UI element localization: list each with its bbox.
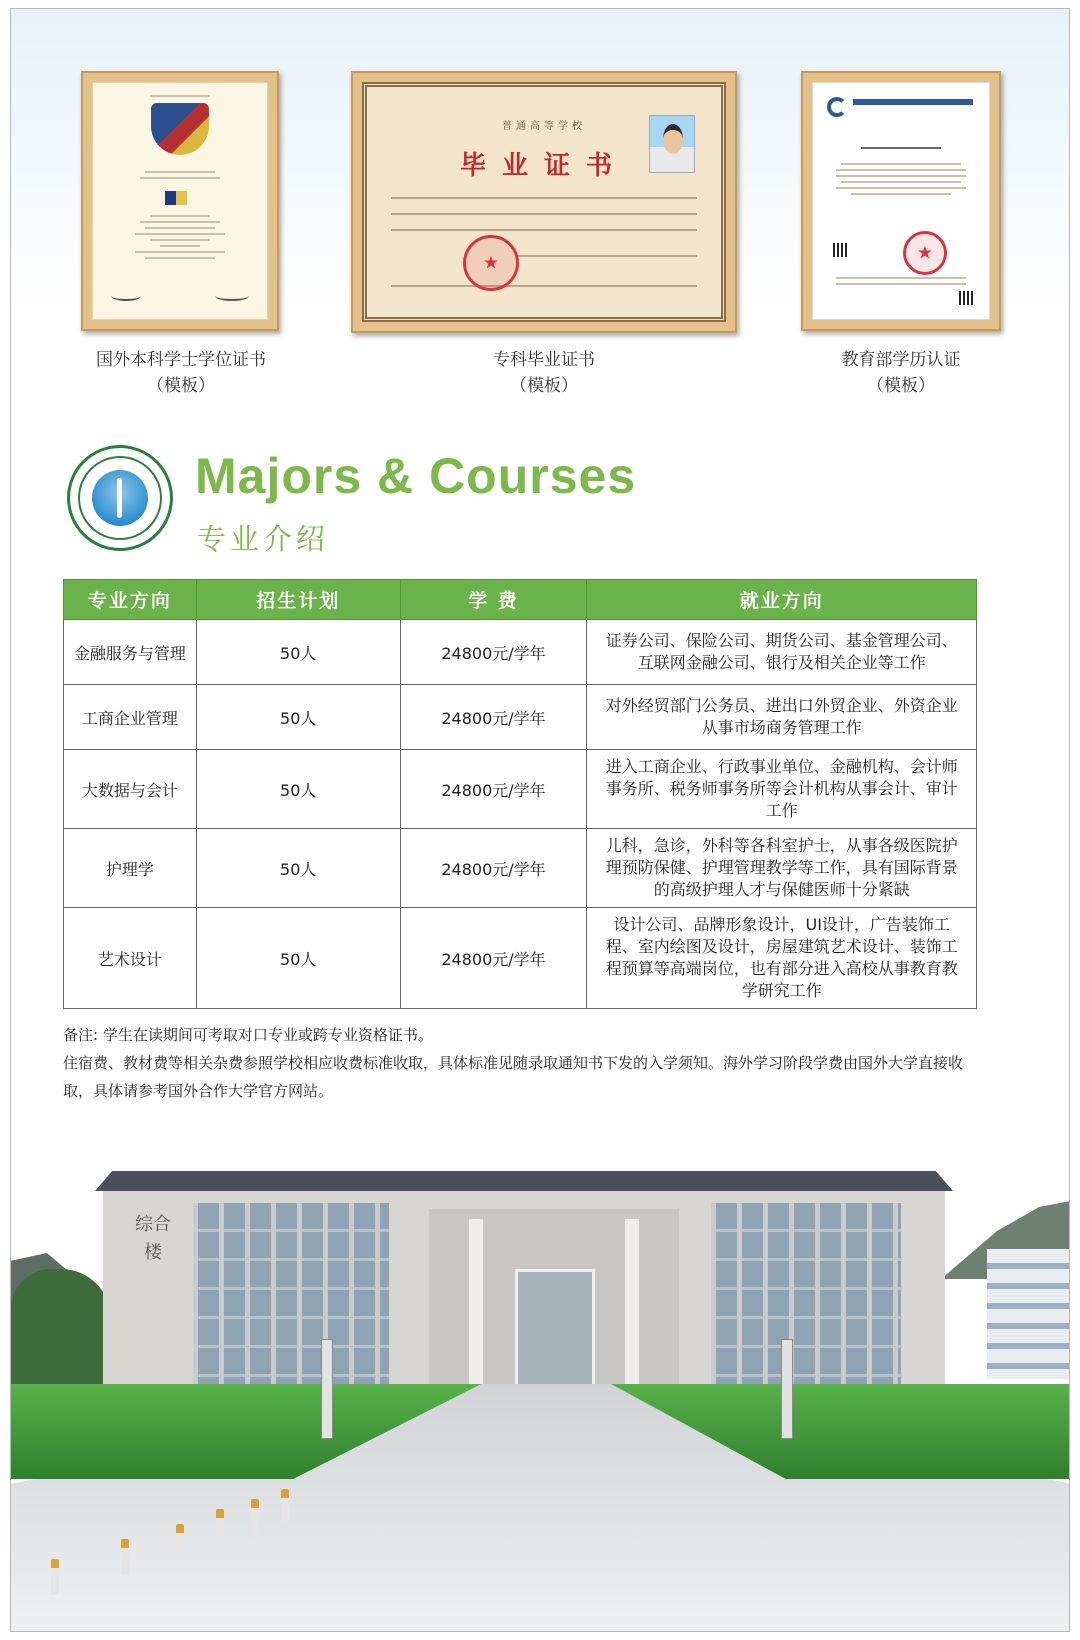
table-row: [64, 685, 977, 750]
cell-fee: 24800元/学年: [400, 829, 587, 908]
table-row: [64, 620, 977, 685]
building-entrance: [429, 1209, 679, 1391]
school-logo-icon: [67, 445, 173, 551]
logo-core: [92, 470, 148, 526]
student-photo: [649, 115, 695, 173]
bollard: [51, 1559, 59, 1595]
certificate-header-lines: [93, 83, 267, 97]
cell-major: 艺术设计: [64, 908, 197, 1009]
notes-section: [63, 1021, 983, 1105]
complex-building: [103, 1191, 945, 1391]
table-header-row: [64, 580, 977, 620]
cell-plan: 50人: [196, 829, 400, 908]
cell-employment: 进入工商企业、行政事业单位、金融机构、会计师事务所、税务师事务所等会计机构从事会计、审计工作: [587, 750, 977, 829]
diploma-certificate-image: [351, 71, 737, 333]
certificate-footer-lines: [813, 273, 989, 289]
table-row: [64, 750, 977, 829]
bollard: [176, 1524, 184, 1560]
certificate-caption: [61, 347, 301, 399]
cell-fee: 24800元/学年: [400, 620, 587, 685]
entrance-column: [469, 1219, 483, 1391]
table-row: [64, 829, 977, 908]
cscse-logo-icon: [827, 97, 847, 117]
certificate-org-title: [853, 99, 973, 105]
signature-mark: [111, 291, 141, 301]
certificate-emblem-icon: [165, 191, 187, 205]
cell-plan: 50人: [196, 750, 400, 829]
cell-employment: 设计公司、品牌形象设计，UI设计，广告装饰工程、室内绘图及设计，房屋建筑艺术设计、装饰工程预算等高端岗位，也有部分进入高校从事教育教学研究工作: [587, 908, 977, 1009]
majors-table: [63, 579, 977, 1009]
section-title-english: Majors & Courses: [195, 448, 637, 504]
university-crest-icon: [151, 103, 209, 155]
header-plan: 招生计划: [196, 580, 400, 620]
table-row: [64, 908, 977, 1009]
caption-line: （模板）: [510, 376, 578, 396]
cell-employment: 证券公司、保险公司、期货公司、基金管理公司、互联网金融公司、银行及相关企业等工作: [587, 620, 977, 685]
cell-major: 护理学: [64, 829, 197, 908]
bollard: [121, 1539, 129, 1575]
section-title-chinese: 专业介绍: [197, 522, 330, 556]
caption-line: 教育部学历认证: [841, 350, 961, 370]
signature-mark: [215, 291, 249, 301]
entrance-door: [515, 1269, 595, 1391]
bollard: [251, 1499, 259, 1535]
certificate-caption: [424, 347, 664, 399]
header-employment: 就业方向: [587, 580, 977, 620]
bollard: [216, 1509, 224, 1545]
cell-major: 工商企业管理: [64, 685, 197, 750]
header-major: 专业方向: [64, 580, 197, 620]
certificate-body-lines: [93, 211, 267, 263]
certificate-text-lines: [813, 143, 989, 199]
cell-fee: 24800元/学年: [400, 908, 587, 1009]
bachelor-degree-certificate-image: [81, 71, 279, 331]
cell-major: 金融服务与管理: [64, 620, 197, 685]
building-sign: 综合楼: [135, 1214, 171, 1263]
certificate-title: 毕业证书: [459, 151, 628, 181]
cell-plan: 50人: [196, 620, 400, 685]
certificate-header: 普通高等学校: [502, 121, 586, 132]
cell-employment: 对外经贸部门公务员、进出口外贸企业、外资企业从事市场商务管理工作: [587, 685, 977, 750]
certificate-paper: [92, 82, 268, 320]
certificate-paper: [362, 82, 726, 322]
cell-plan: 50人: [196, 908, 400, 1009]
cell-major: 大数据与会计: [64, 750, 197, 829]
cell-fee: 24800元/学年: [400, 685, 587, 750]
cell-employment: 儿科，急诊，外科等各科室护士，从事各级医院护理预防保健、护理管理教学等工作，具有国际背景的高级护理人才与保健医师十分紧缺: [587, 829, 977, 908]
caption-line: 国外本科学士学位证书: [96, 350, 266, 370]
caption-line: （模板）: [147, 376, 215, 396]
certificate-caption: [781, 347, 1021, 399]
brochure-page: [10, 8, 1070, 1632]
cell-fee: 24800元/学年: [400, 750, 587, 829]
qr-code-icon: [833, 243, 847, 257]
caption-line: 专科毕业证书: [493, 350, 595, 370]
bollard: [281, 1489, 289, 1525]
entrance-column: [625, 1219, 639, 1391]
lamp-post: [781, 1339, 793, 1439]
official-seal-icon: [903, 231, 947, 275]
official-seal-icon: [463, 235, 519, 291]
building-windows: [711, 1203, 901, 1388]
caption-line: （模板）: [867, 376, 935, 396]
certificate-paper: [812, 82, 990, 320]
cell-plan: 50人: [196, 685, 400, 750]
education-ministry-certification-image: [801, 71, 1001, 331]
lamp-post: [321, 1339, 333, 1439]
qr-code-icon: [959, 291, 973, 305]
note-line: 住宿费、教材费等相关杂费参照学校相应收费标准收取，具体标准见随录取通知书下发的入学须知。海外学习阶段学费由国外大学直接收取，具体请参考国外合作大学官方网站。: [63, 1054, 964, 1100]
certificate-text-lines: [93, 167, 267, 183]
note-line: 备注: 学生在读期间可考取对口专业或跨专业资格证书。: [63, 1026, 433, 1044]
building-windows: [193, 1203, 389, 1388]
campus-building-photo: [11, 1159, 1070, 1632]
side-building: [987, 1249, 1070, 1379]
trees-left: [11, 1269, 111, 1389]
building-roof: [95, 1171, 953, 1191]
header-fee: 学 费: [400, 580, 587, 620]
